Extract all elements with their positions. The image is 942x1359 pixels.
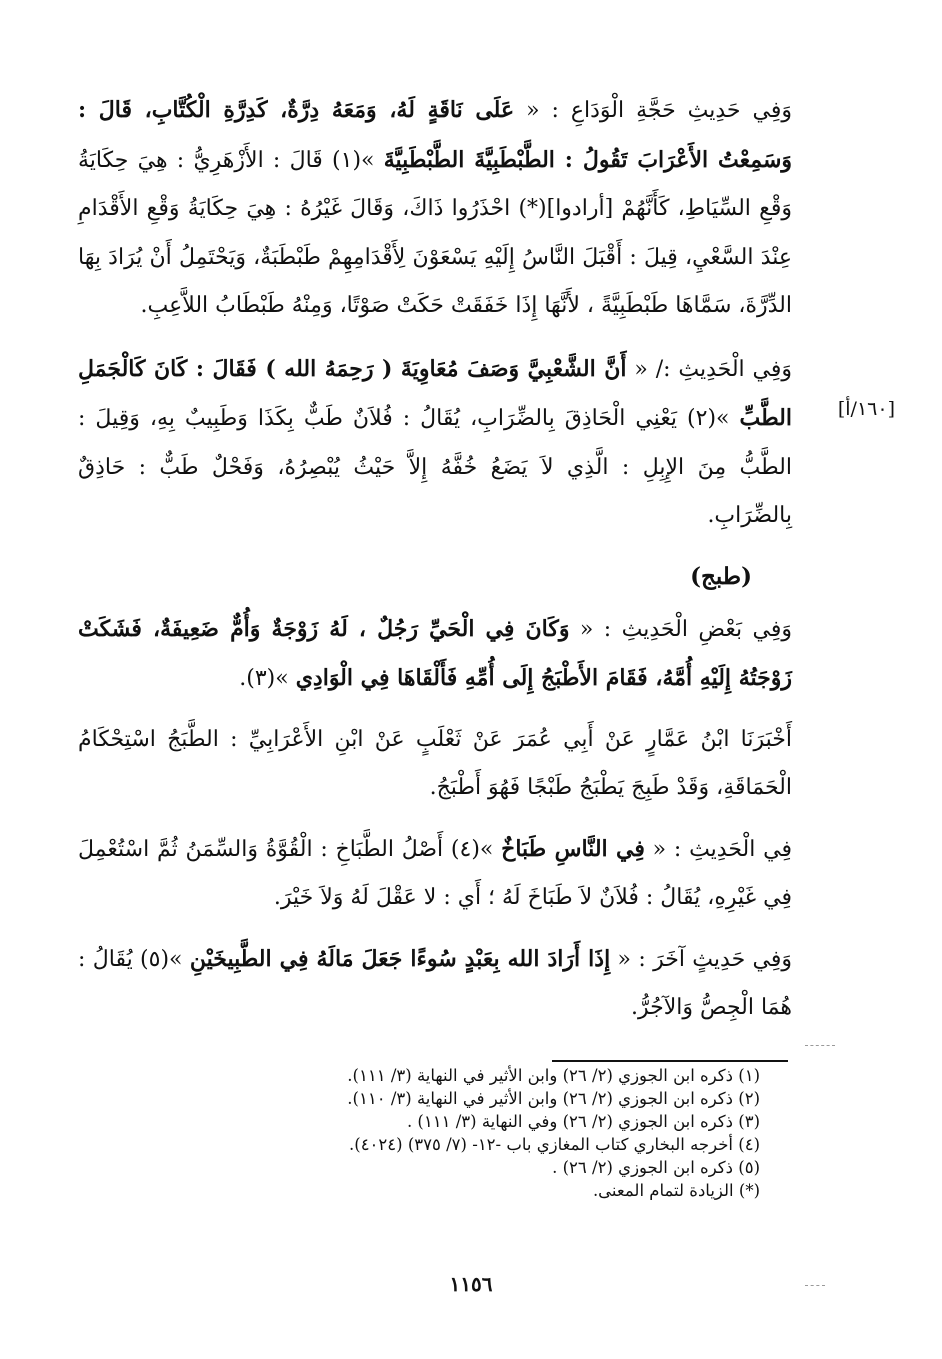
paragraph-tabtabiyya <box>78 86 792 331</box>
paragraph-tabakh <box>78 825 792 923</box>
hadith-quote: إِذَا أَرَادَ الله بِعَبْدٍ سُوءًا جَعَلَ مَالَهُ فِي الطَّبِيخَيْنِ <box>189 945 611 972</box>
scan-artifact <box>805 1285 825 1286</box>
text-segment: »(٢) يَعْنِي الْحَاذِقَ بِالضِّرَابِ، يُقَالُ : فُلاَنٌ طَبٌّ بِكَذَا وَطَبِيبٌ بِهِ، وَقِيلَ : الطَّبُّ مِنَ الإِبِلِ : الَّذِي لاَ يَضَعُ خُفَّهُ إِلاَّ حَيْثُ يُبْصِرُهُ، وَفَحْلٌ طَبٌّ : حَاذِقٌ بِالضِّرَابِ. <box>78 406 792 528</box>
text-segment: وَفِي الْحَدِيثِ :/ « <box>626 356 793 382</box>
footnote-star: (*) الزيادة لتمام المعنى. <box>592 1181 760 1200</box>
footnote-1: (١) ذكره ابن الجوزي (٢/ ٢٦) وابن الأثير في النهاية (٣/ ١١١). <box>347 1066 760 1085</box>
paragraph-atbaj <box>78 605 792 704</box>
hadith-quote: فِي النَّاسِ طَبَاخٌ <box>501 835 645 862</box>
hadith-quote: وَكَانَ فِي الْحَيِّ رَجُلٌ ، لَهُ زَوْجَةٌ وَأُمٌّ ضَعِيفَةٌ، فَشَكَتْ زَوْجَتُهُ إِلَيْهِ أُمَّهُ، فَقَامَ الأَطْبَجُ إِلَى أُمِّهِ فَأَلْقَاهَا فِي الْوَادِي <box>78 615 792 691</box>
text-segment: وَفِي حَدِيثٍ آخَرَ : « <box>610 946 793 972</box>
main-text <box>78 86 792 1045</box>
text-segment: »(٤) أَصْلُ الطَّبَاخِ : الْقُوَّةُ وَالسِّمَنُ ثُمَّ اسْتُعْمِلَ فِي غَيْرِهِ، يُقَالُ : فُلاَنٌ لاَ طَبَاخَ لَهُ ؛ أَي : لا عَقْلَ لَهُ وَلاَ خَيْرَ. <box>78 836 792 910</box>
text-segment: أَخْبَرَنَا ابْنُ عَمَّارٍ عَنْ أَبِي عُمَرَ عَنْ ثَعْلَبٍ عَنْ ابْنِ الأَعْرَابِيِّ : الطَّبَجُ اسْتِحْكَامُ الْحَمَاقَةِ، وَقَدْ طَبِجَ يَطْبَجُ طَبْجًا فَهُوَ أَطْبَجُ. <box>78 726 792 800</box>
text-segment: وَفِي بَعْضِ الْحَدِيثِ : « <box>569 616 793 642</box>
scan-artifact <box>805 1045 835 1046</box>
text-segment: »(٣). <box>239 666 296 691</box>
footnote-2: (٢) ذكره ابن الجوزي (٢/ ٢٦) وابن الأثير في النهاية (٣/ ١١٠). <box>347 1089 760 1108</box>
manuscript-folio-reference: [١٦٠/أ] <box>837 398 895 420</box>
hadith-quote: عَلَى نَاقَةٍ لَهُ، وَمَعَهُ دِرَّةٌ، كَدِرَّةِ الْكُتَّابِ، قَالَ : وَسَمِعْتُ الأَعْرَابَ تَقُولُ : الطَّبْطَبِيَّةَ الطَّبْطَبِيَّةَ <box>78 97 792 173</box>
page-number: ١١٥٦ <box>449 1272 493 1296</box>
paragraph-tabikhayn <box>78 935 792 1033</box>
text-segment: »(١) قَالَ : الأَزْهَرِيُّ : هِيَ حِكَايَةُ وَقْعِ السِّيَاطِ، كَأَنَّهُمْ [أرادوا](*) احْذَرُوا ذَاكَ، وَقَالَ غَيْرُهُ : هِيَ حِكَايَةُ وَقْعِ الأَقْدَامِ عِنْدَ السَّعْيِ، قِيلَ : أَقْبَلَ النَّاسُ إِلَيْهِ يَسْعَوْنَ لِأَقْدَامِهِمْ طَبْطَبَةٌ، وَيَحْتَمِلُ أَنْ يُرَادَ بِهَا الدِّرَّةَ، سَمَّاهَا طَبْطَبِيَّةً ، لأَنَّهَا إِذَا خَفَقَتْ حَكَتْ صَوْتًا، وَمِنْهُ طَبْطَابُ اللاَّعِبِ. <box>78 147 792 318</box>
text-segment: »(٥) يُقَالُ : هُمَا الْجِصُّ وَالآجُرُّ. <box>78 946 792 1020</box>
paragraph-tabaj-definition <box>78 716 792 813</box>
paragraph-tabb <box>78 345 792 541</box>
footnote-divider <box>552 1060 788 1062</box>
footnote-5: (٥) ذكره ابن الجوزي (٢/ ٢٦) . <box>552 1158 760 1177</box>
footnotes <box>240 1064 760 1202</box>
footnote-4: (٤) أخرجه البخاري كتاب المغازي باب -١٢- (٧/ ٣٧٥) (٤٠٢٤). <box>349 1135 760 1154</box>
text-segment: وَفِي حَدِيثِ حَجَّةِ الْوَدَاعِ : « <box>514 98 792 123</box>
text-segment: فِي الْحَدِيثِ : « <box>644 836 792 862</box>
hadith-quote: أَنَّ الشَّعْبِيَّ وَصَفَ مُعَاوِيَةَ ( رَحِمَهُ الله ) فَقَالَ : كَانَ كَالْجَمَلِ الطَّبِّ <box>78 355 792 431</box>
footnote-3: (٣) ذكره ابن الجوزي (٢/ ٢٦) وفي النهاية (٣/ ١١١) . <box>406 1112 760 1131</box>
entry-heading: (طبج) <box>690 562 752 590</box>
